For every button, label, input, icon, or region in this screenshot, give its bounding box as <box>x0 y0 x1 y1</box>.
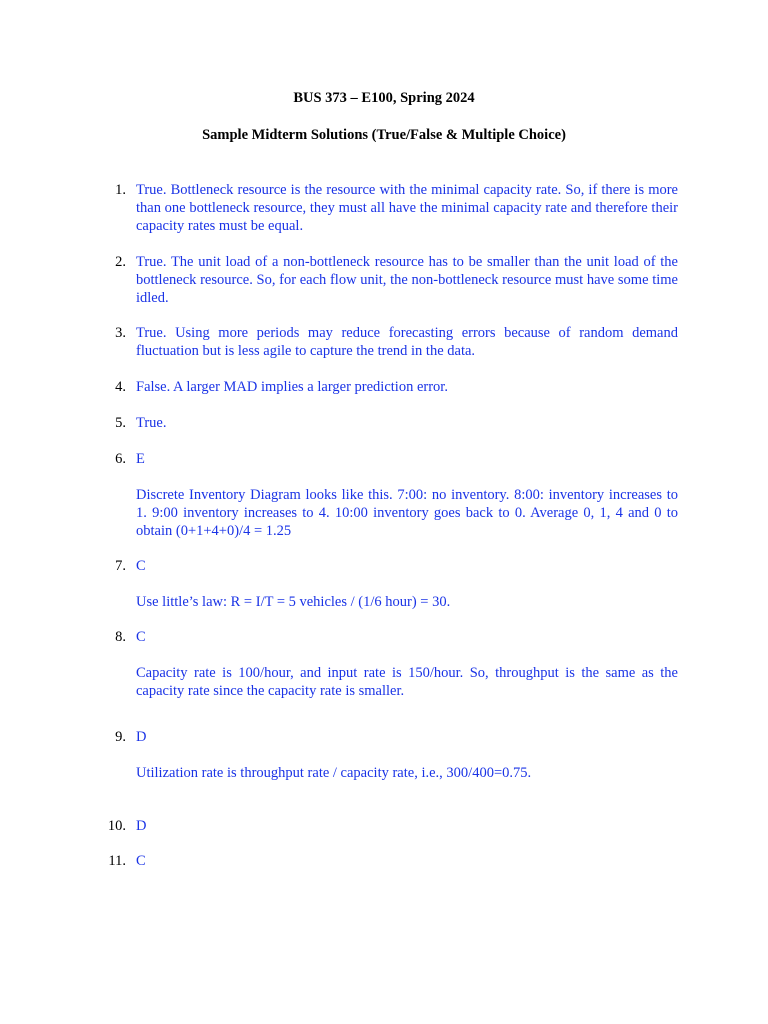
answer-number: 4. <box>115 379 126 395</box>
answer-text: D <box>136 818 147 834</box>
answer-text: C <box>136 853 146 869</box>
answer-number: 11. <box>108 853 126 869</box>
document-subtitle: Sample Midterm Solutions (True/False & Multiple Choice) <box>202 127 566 143</box>
answer-number: 6. <box>115 451 126 467</box>
answer-text: True. Bottleneck resource is the resource with the minimal capacity rate. So, if there is more than one bottleneck resource, they must all have the minimal capacity rate and therefore their capacity rates must be equal. <box>136 182 678 235</box>
answer-item-11 <box>100 852 678 870</box>
answer-item-9 <box>100 728 678 746</box>
answer-item-5 <box>100 414 678 432</box>
document-title: BUS 373 – E100, Spring 2024 <box>293 90 475 106</box>
answer-number: 9. <box>115 729 126 745</box>
answer-number: 5. <box>115 415 126 431</box>
answer-text: True. <box>136 415 167 431</box>
answer-item-8 <box>100 628 678 646</box>
answer-text: False. A larger MAD implies a larger prediction error. <box>136 379 448 395</box>
answer-item-10 <box>100 817 678 835</box>
answer-text: D <box>136 729 147 745</box>
answer-number: 8. <box>115 629 126 645</box>
answer-number: 3. <box>115 325 126 341</box>
answer-text: C <box>136 558 146 574</box>
answer-item-4 <box>100 378 678 396</box>
answer-number: 7. <box>115 558 126 574</box>
answer-item-2 <box>100 253 678 308</box>
answer-explanation-6: Discrete Inventory Diagram looks like this. 7:00: no inventory. 8:00: inventory increases to 1. 9:00 inventory increases to 4. 10:00 inventory goes back to 0. Average 0, 1, 4 and 0 to obtain (0+1+4+0)/4 = 1.25 <box>136 487 678 540</box>
answer-text: C <box>136 629 146 645</box>
answer-text: True. The unit load of a non-bottleneck resource has to be smaller than the unit load of the bottleneck resource. So, for each flow unit, the non-bottleneck resource must have some time idled. <box>136 254 678 307</box>
answer-explanation-8: Capacity rate is 100/hour, and input rate is 150/hour. So, throughput is the same as the capacity rate since the capacity rate is smaller. <box>136 665 678 700</box>
answer-text: True. Using more periods may reduce forecasting errors because of random demand fluctuation but is less agile to capture the trend in the data. <box>136 325 678 360</box>
answer-text: E <box>136 451 145 467</box>
answer-number: 1. <box>115 182 126 198</box>
answer-explanation-7: Use little’s law: R = I/T = 5 vehicles / (1/6 hour) = 30. <box>136 594 451 610</box>
answer-number: 2. <box>115 254 126 270</box>
answer-explanation-9: Utilization rate is throughput rate / capacity rate, i.e., 300/400=0.75. <box>136 765 532 781</box>
answer-item-6 <box>100 450 678 468</box>
answer-item-7 <box>100 557 678 575</box>
answer-item-3 <box>100 324 678 360</box>
answer-item-1 <box>100 181 678 236</box>
answer-number: 10. <box>107 818 126 834</box>
